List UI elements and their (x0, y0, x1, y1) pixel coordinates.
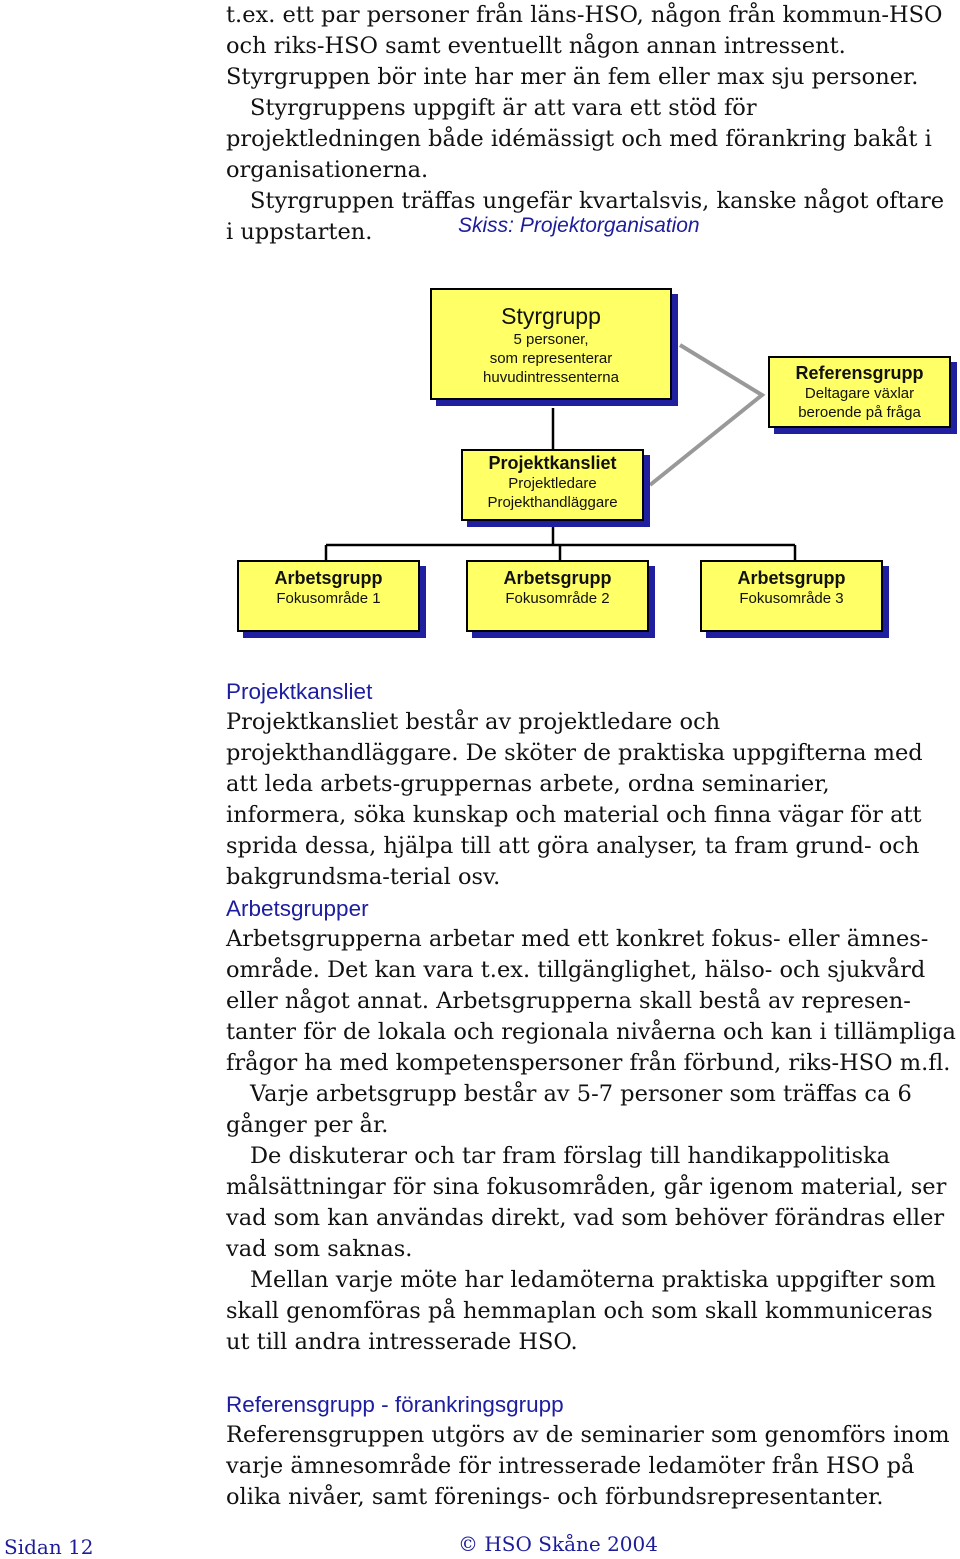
arbetsgrupp-3-title: Arbetsgrupp (737, 568, 846, 588)
styrgrupp-line-1: 5 personer, (513, 331, 589, 348)
styrgrupp-title: Styrgrupp (501, 303, 601, 329)
referensgrupp-line-1: Deltagare växlar (804, 385, 915, 402)
referensgrupp-box (768, 356, 951, 428)
page-number: Sidan 12 (4, 1535, 94, 1559)
projektkansliet-title: Projektkansliet (488, 453, 617, 473)
arbetsgrupper-paragraph-2: Varje arbetsgrupp består av 5-7 personer som träffas ca 6 gånger per år. (226, 1081, 912, 1138)
arbetsgrupper-paragraph-1: Arbetsgrupperna arbetar med ett konkret fokus- eller ämnes-område. Det kan vara t.ex. tillgänglighet, hälso- och sjukvård eller något annat. Arbetsgrupperna skall bestå av represen-tanter för de lokala och regionala nivåerna och kan i tillämpliga frågor ha med kompetenspersoner från förbund, riks-HSO m.fl. (226, 926, 956, 1076)
arbetsgrupp-1-title: Arbetsgrupp (274, 568, 383, 588)
arbetsgrupp-box-3 (700, 560, 883, 632)
section-referensgrupp (226, 1389, 956, 1513)
referensgrupp-paragraph-1: Referensgruppen utgörs av de seminarier som genomförs inom varje ämnesområde för intresserade ledamöter från HSO på olika nivåer, samt förenings- och förbundsrepresentanter. (226, 1422, 950, 1510)
diagram-caption: Skiss: Projektorganisation (458, 214, 700, 237)
section-arbetsgrupper (226, 893, 956, 1358)
styrgrupp-line-2: som representerar (489, 350, 613, 367)
arbetsgrupp-box-2 (466, 560, 649, 632)
referensgrupp-line-2: beroende på fråga (798, 404, 921, 421)
arbetsgrupper-paragraph-3: De diskuterar och tar fram förslag till handikappolitiska målsättningar för sina fokusområden, går igenom material, ser vad som kan användas direkt, vad som behöver förändras eller vad som saknas. (226, 1143, 947, 1262)
styrgrupp-line-3: huvudintressenterna (483, 369, 619, 386)
arbetsgrupp-2-title: Arbetsgrupp (503, 568, 612, 588)
arbetsgrupp-box-1 (237, 560, 420, 632)
projektkansliet-line-1: Projektledare (508, 475, 597, 492)
heading-referensgrupp: Referensgrupp - förankringsgrupp (226, 1392, 564, 1417)
projektkansliet-box (461, 449, 644, 521)
intro-paragraph-2: Styrgruppens uppgift är att vara ett stöd för projektledningen både idémässigt och med förankring bakåt i organisationerna. (226, 95, 932, 183)
referensgrupp-title: Referensgrupp (795, 363, 924, 383)
heading-arbetsgrupper: Arbetsgrupper (226, 896, 369, 921)
projektkansliet-line-2: Projekthandläggare (487, 494, 618, 511)
arbetsgrupper-paragraph-4: Mellan varje möte har ledamöterna praktiska uppgifter som skall genomföras på hemmaplan och som skall kommuniceras ut till andra intresserade HSO. (226, 1267, 936, 1355)
intro-paragraph-1: t.ex. ett par personer från läns-HSO, någon från kommun-HSO och riks-HSO samt eventuellt någon annan intressent. Styrgruppen bör inte har mer än fem eller max sju personer. (226, 2, 943, 90)
intro-paragraph-3: Styrgruppen träffas ungefär kvartalsvis, kanske något oftare i uppstarten. (226, 188, 945, 245)
section-projektkansliet (226, 676, 956, 893)
heading-projektkansliet: Projektkansliet (226, 679, 373, 704)
copyright: © HSO Skåne 2004 (458, 1532, 658, 1556)
arbetsgrupp-3-line: Fokusområde 3 (739, 590, 844, 607)
arbetsgrupp-2-line: Fokusområde 2 (505, 590, 610, 607)
styrgrupp-box (430, 288, 672, 400)
projektkansliet-paragraph-1: Projektkansliet består av projektledare och projekthandläggare. De sköter de praktiska uppgifterna med att leda arbets-gruppernas arbete, ordna seminarier, informera, söka kunskap och material och finna vägar för att sprida dessa, hjälpa till att göra analyser, ta fram grund- och bakgrundsma-terial osv. (226, 709, 923, 890)
arbetsgrupp-1-line: Fokusområde 1 (276, 590, 381, 607)
